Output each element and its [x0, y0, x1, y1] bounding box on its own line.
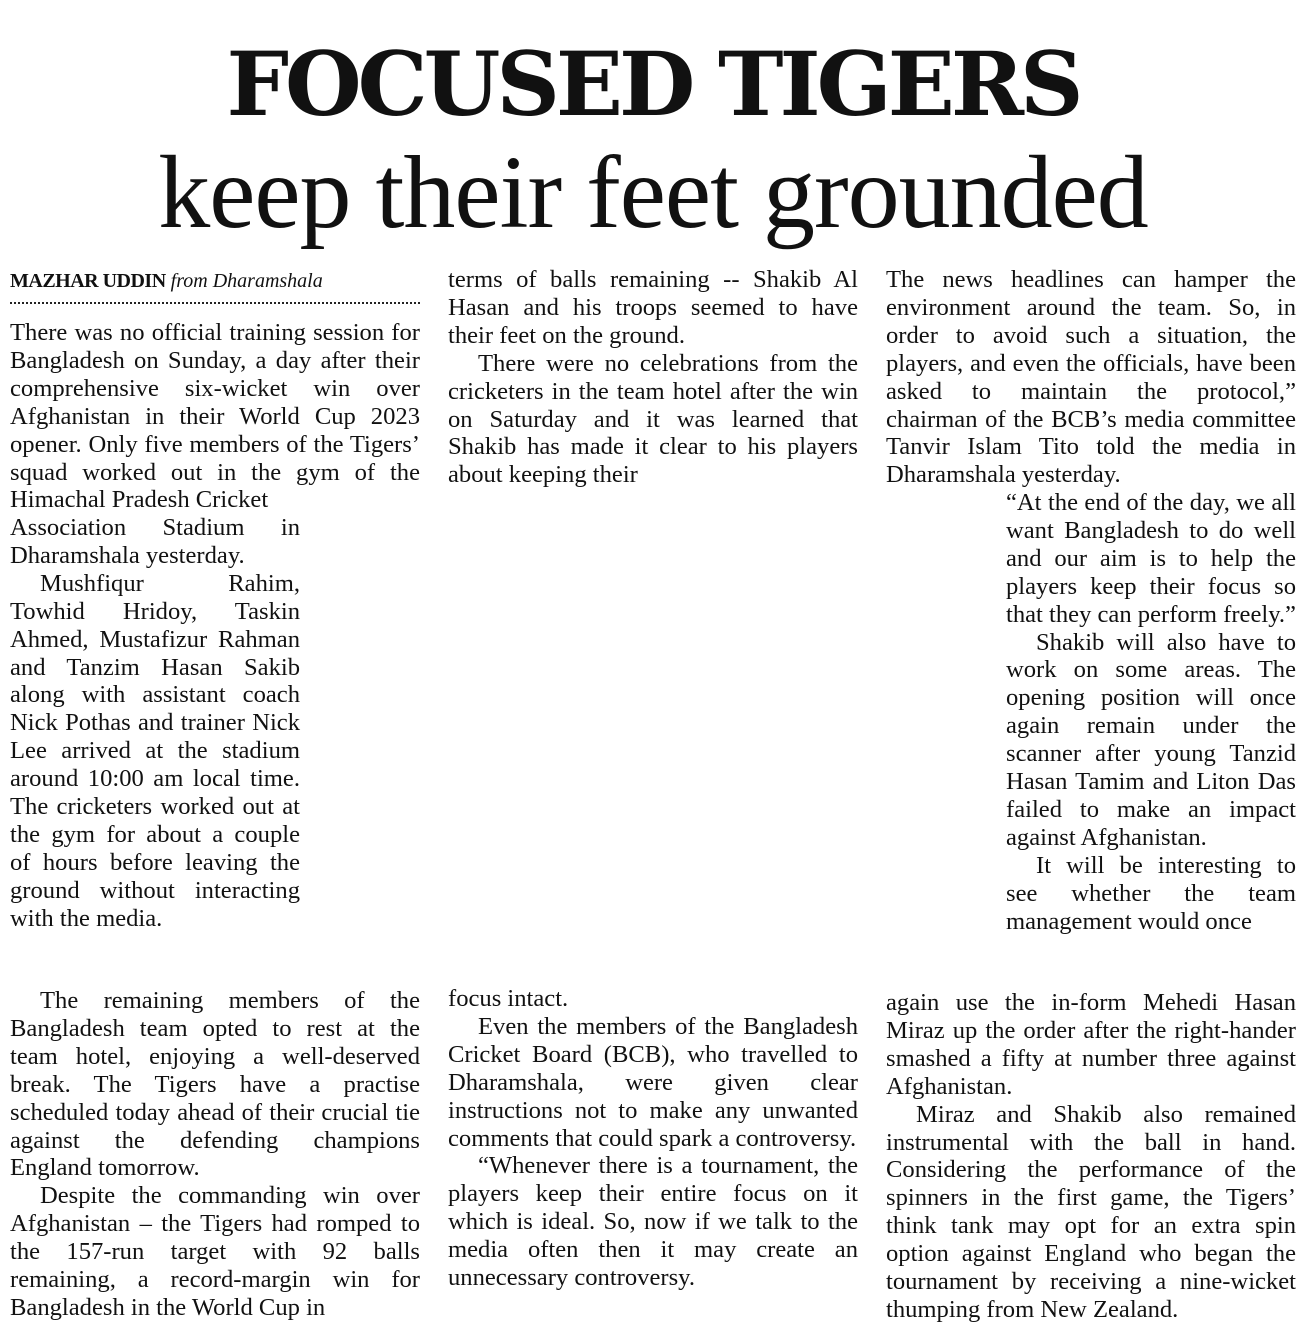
- photo-area: [448, 494, 858, 984]
- column-2-top: [448, 266, 858, 489]
- col2-paragraph-1: terms of balls remaining -- Shakib Al Hasan and his troops seemed to have their feet on the ground.: [448, 266, 858, 349]
- column-1-bottom: [10, 987, 420, 1322]
- col2-paragraph-5: “Whenever there is a tournament, the players keep their entire focus on it which is ideal. So, now if we talk to the media often then it may create an unnecessary controversy.: [448, 1152, 858, 1292]
- col1-paragraph-3: The remaining members of the Bangladesh team opted to rest at the team hotel, enjoying a well-deserved break. The Tigers have a practise scheduled today ahead of their crucial tie against the defending champions England tomorrow.: [10, 987, 420, 1182]
- col3-paragraph-4: It will be interesting to see whether the team management would once: [1006, 851, 1296, 935]
- byline-location: from Dharamshala: [170, 270, 323, 292]
- col1-paragraph-4: Despite the commanding win over Afghanistan – the Tigers had romped to the 157-run target with 92 balls remaining, a record-margin win for Bangladesh in the World Cup in: [10, 1182, 420, 1321]
- column-2-bottom: [448, 985, 858, 1292]
- col2-paragraph-4: Even the members of the Bangladesh Cricket Board (BCB), who travelled to Dharamshala, were given clear instructions not to make any unwanted comments that could spark a controversy.: [448, 1012, 858, 1152]
- col2-paragraph-3: focus intact.: [448, 985, 569, 1012]
- headline-line-2: keep their feet grounded: [158, 135, 1148, 250]
- headline-line-1: FOCUSED TIGERS: [226, 32, 1080, 136]
- column-1-narrow: [10, 514, 300, 933]
- col1-paragraph-1b: Association Stadium in Dharamshala yesterday.: [10, 514, 300, 569]
- col1-paragraph-1a: There was no official training session for Bangladesh on Sunday, a day after their comprehensive six-wicket win over Afghanistan in their World Cup 2023 opener. Only five members of the Tigers’ squad worked out in the gym of the Himachal Pradesh Cricket: [10, 319, 420, 514]
- column-1-top: [10, 319, 420, 514]
- byline: [10, 266, 420, 304]
- column-3-top: [886, 266, 1296, 489]
- col3-paragraph-3: Shakib will also have to work on some areas. The opening position will once again remain under the scanner after young Tanzid Hasan Tamim and Liton Das failed to make an impact against Afghanistan.: [1006, 628, 1296, 851]
- column-3-bottom: [886, 989, 1296, 1324]
- col2-paragraph-2: There were no celebrations from the cricketers in the team hotel after the win on Saturday and it was learned that Shakib has made it clear to his players about keeping their: [448, 349, 858, 489]
- col3-paragraph-1: The news headlines can hamper the environment around the team. So, in order to avoid such a situation, the players, and even the officials, have been asked to maintain the protocol,” chairman of the BCB’s media committee Tanvir Islam Tito told the media in Dharamshala yesterday.: [886, 266, 1296, 489]
- column-3-narrow: [1006, 489, 1296, 936]
- col3-paragraph-5: again use the in-form Mehedi Hasan Miraz up the order after the right-hander smashed a fifty at number three against Afghanistan.: [886, 989, 1296, 1100]
- col3-paragraph-2: “At the end of the day, we all want Bangladesh to do well and our aim is to help the players keep their focus so that they can perform freely.”: [1006, 489, 1296, 628]
- col3-paragraph-6: Miraz and Shakib also remained instrumental with the ball in hand. Considering the performance of the spinners in the first game, the Tigers’ think tank may opt for an extra spin option against England who began the tournament by receiving a nine-wicket thumping from New Zealand.: [886, 1100, 1296, 1323]
- col1-paragraph-2: Mushfiqur Rahim, Towhid Hridoy, Taskin Ahmed, Mustafizur Rahman and Tanzim Hasan Sakib along with assistant coach Nick Pothas and trainer Nick Lee arrived at the stadium around 10:00 am local time. The cricketers worked out at the gym for about a couple of hours before leaving the ground without interacting with the media.: [10, 569, 300, 932]
- byline-author: MAZHAR UDDIN: [10, 270, 166, 292]
